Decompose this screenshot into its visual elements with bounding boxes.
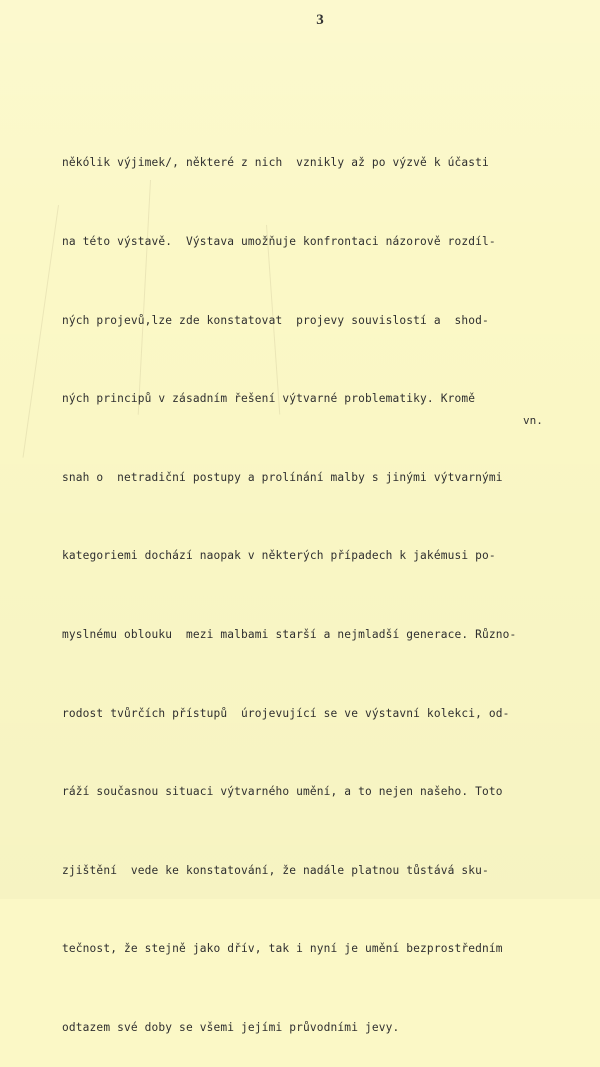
text-line: někólik výjimek/, některé z nich vznikly až po výzvě k účasti <box>62 156 489 170</box>
text-line: snah o netradiční postupy a prolínání malby s jinými výtvarnými <box>62 470 503 484</box>
text-line: ráží současnou situaci výtvarného umění, a to nejen našeho. Toto <box>62 785 503 799</box>
text-line: rodost tvůrčích přístupů úrojevující se ve výstavní kolekci, od- <box>62 706 510 720</box>
text-line: odtazem své doby se všemi jejími průvodními jevy. <box>62 1020 400 1034</box>
text-line: zjištění vede ke konstatování, že nadále platnou tůstává sku- <box>62 863 489 877</box>
signature-initials: vn. <box>523 414 543 427</box>
page-number: 3 <box>316 12 324 28</box>
text-line: ných projevů,lze zde konstatovat projevy souvislostí a shod- <box>62 313 489 327</box>
text-line: myslnému oblouku mezi malbami starší a nejmladší generace. Různo- <box>62 627 517 641</box>
text-line: na této výstavě. Výstava umožňuje konfrontaci názorově rozdíl- <box>62 235 496 248</box>
text-line: tečnost, že stejně jako dřív, tak i nyní je umění bezprostředním <box>62 942 503 956</box>
text-line: ných principů v zásadním řešení výtvarné problematiky. Kromě <box>62 392 476 406</box>
text-line: kategoriemi dochází naopak v některých případech k jakémusi po- <box>62 549 496 563</box>
document-body <box>62 98 562 1067</box>
